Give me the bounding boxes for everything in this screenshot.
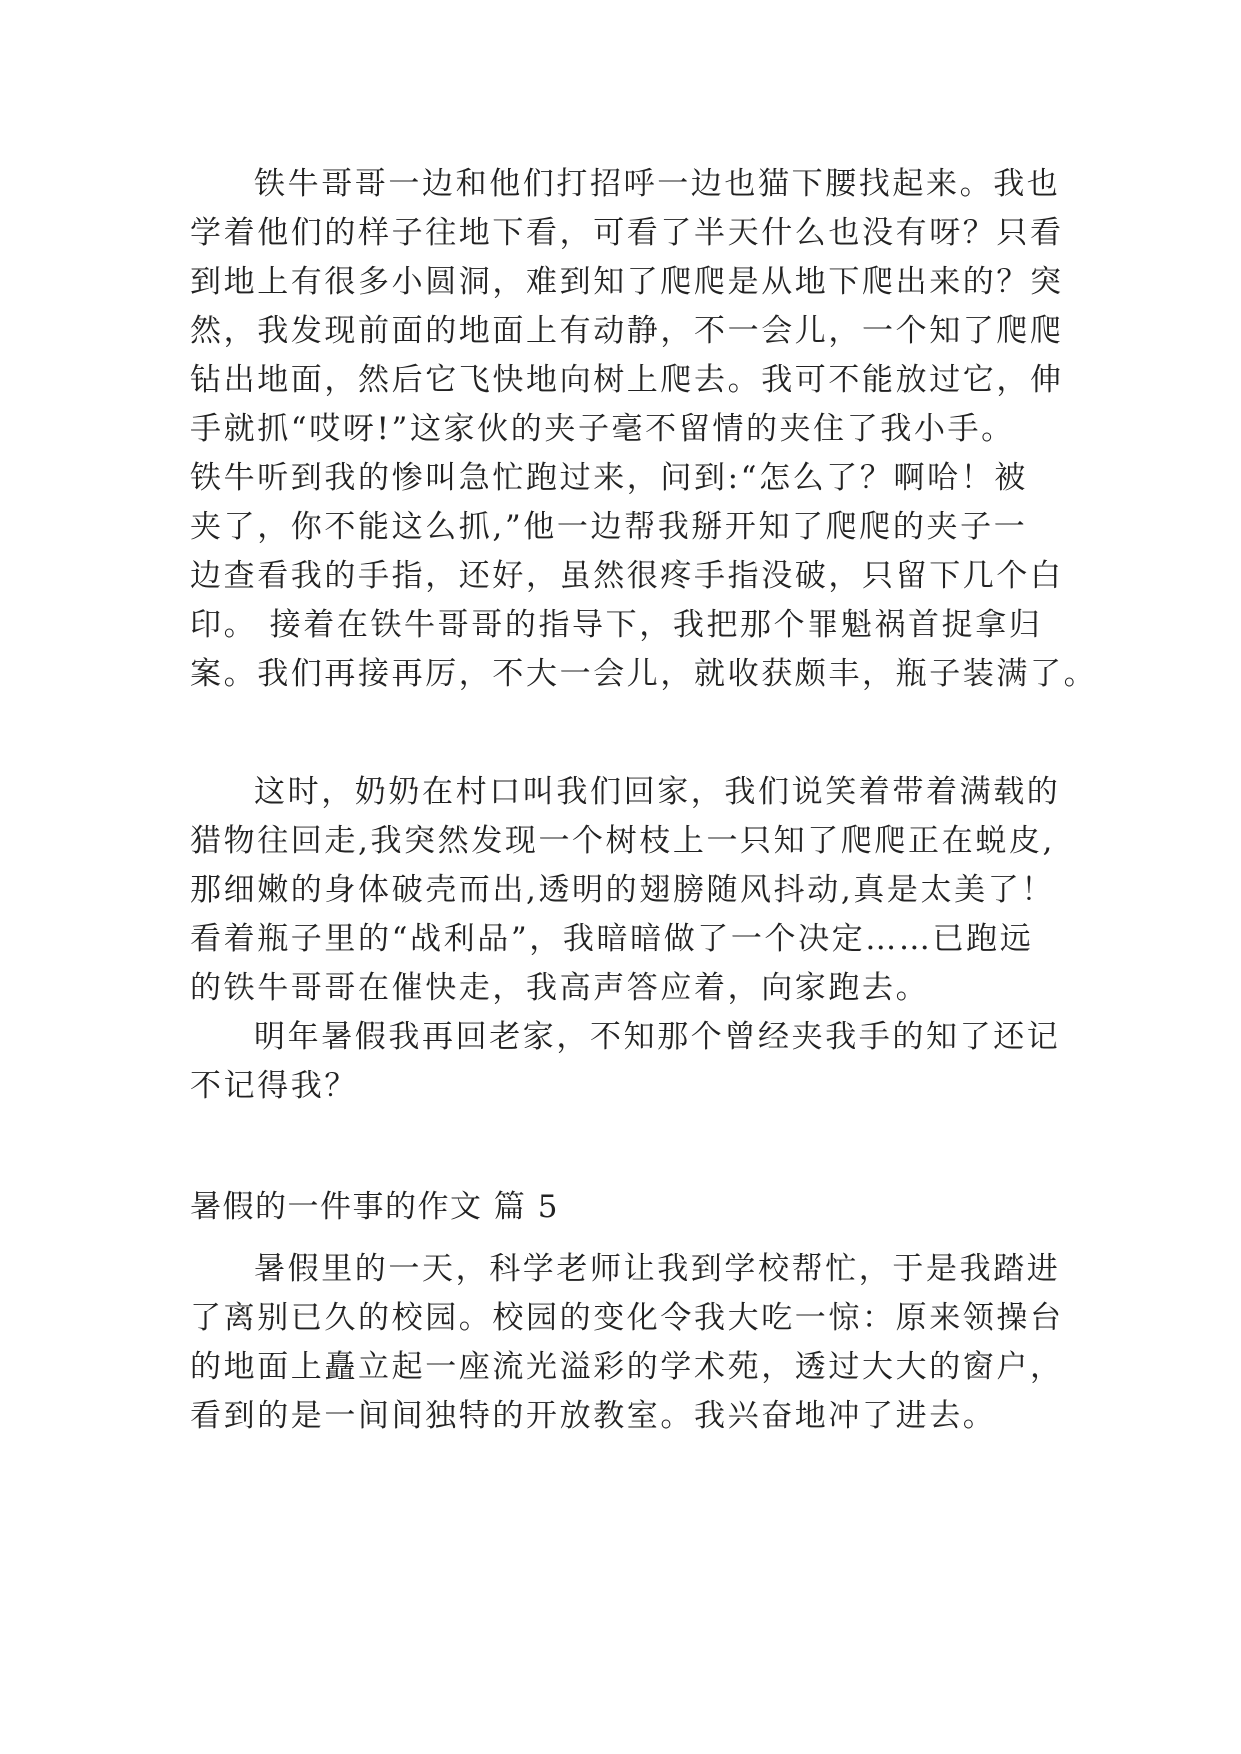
paragraph-line: 到地上有很多小圆洞，难到知了爬爬是从地下爬出来的？突 (190, 264, 1064, 300)
paragraph-line: 钻出地面，然后它飞快地向树上爬去。我可不能放过它，伸 (190, 362, 1064, 398)
paragraph-line: 然，我发现前面的地面上有动静，不一会儿，一个知了爬爬 (190, 313, 1064, 349)
paragraph-line: 这时，奶奶在村口叫我们回家，我们说笑着带着满载的 (254, 774, 1061, 810)
paragraph-1 (190, 160, 1098, 700)
paragraph-line: 边查看我的手指，还好，虽然很疼手指没破，只留下几个白 (190, 558, 1064, 594)
paragraph-line: 了离别已久的校园。校园的变化令我大吃一惊：原来领操台 (190, 1300, 1064, 1336)
paragraph-line: 看着瓶子里的“战利品”，我暗暗做了一个决定……已跑远 (190, 921, 1034, 957)
paragraph-line: 看到的是一间间独特的开放教室。我兴奋地冲了进去。 (190, 1398, 997, 1434)
paragraph-line: 的地面上矗立起一座流光溢彩的学术苑，透过大大的窗户， (190, 1349, 1064, 1385)
paragraph-line: 夹了，你不能这么抓,”他一边帮我掰开知了爬爬的夹子一 (190, 509, 1028, 545)
paragraph-line: 猎物往回走,我突然发现一个树枝上一只知了爬爬正在蜕皮, (190, 823, 1055, 859)
paragraph-line: 印。 接着在铁牛哥哥的指导下，我把那个罪魁祸首捉拿归 (190, 607, 1043, 643)
paragraph-line: 的铁牛哥哥在催快走，我高声答应着，向家跑去。 (190, 970, 930, 1006)
paragraph-4 (190, 1245, 1064, 1441)
paragraph-line: 手就抓“哎呀!”这家伙的夹子毫不留情的夹住了我小手。 (190, 411, 1015, 447)
paragraph-line: 铁牛听到我的惨叫急忙跑过来，问到:“怎么了？啊哈！被 (190, 460, 1028, 496)
paragraph-line: 铁牛哥哥一边和他们打招呼一边也猫下腰找起来。我也 (254, 166, 1061, 202)
paragraph-2 (190, 768, 1061, 1013)
paragraph-line: 暑假里的一天，科学老师让我到学校帮忙，于是我踏进 (254, 1251, 1061, 1287)
paragraph-line: 明年暑假我再回老家，不知那个曾经夹我手的知了还记 (254, 1019, 1061, 1055)
section-heading: 暑假的一件事的作文 篇 5 (190, 1189, 559, 1225)
paragraph-3 (190, 1013, 1061, 1111)
paragraph-line: 学着他们的样子往地下看，可看了半天什么也没有呀？只看 (190, 215, 1064, 251)
paragraph-line: 不记得我？ (190, 1068, 358, 1104)
paragraph-line: 案。我们再接再厉，不大一会儿，就收获颇丰，瓶子装满了。 (190, 656, 1098, 692)
paragraph-line: 那细嫩的身体破壳而出,透明的翅膀随风抖动,真是太美了！ (190, 872, 1055, 908)
